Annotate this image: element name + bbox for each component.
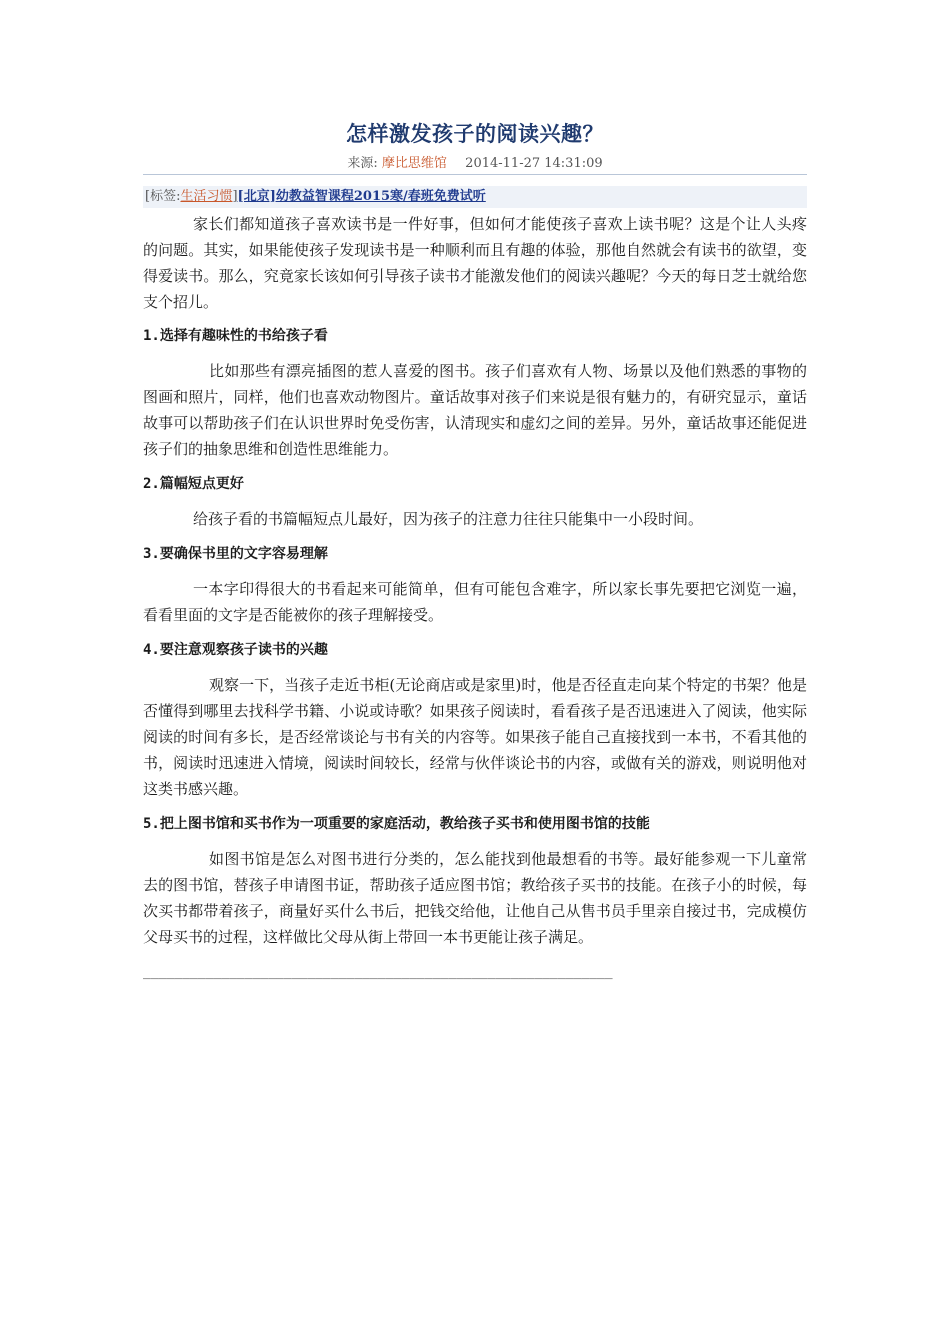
article-meta — [143, 152, 807, 171]
publish-datetime: 2014-11-27 14:31:09 — [465, 156, 603, 171]
intro-paragraph: 家长们都知道孩子喜欢读书是一件好事，但如何才能使孩子喜欢上读书呢？这是个让人头疼的问题。其实，如果能使孩子发现读书是一种顺利而且有趣的体验，那他自然就会有读书的欲望，变得爱读书。那么，究竟家长该如何引导孩子读书才能激发他们的阅读兴趣呢？今天的每日芝士就给您支个招儿。 — [143, 215, 807, 311]
section-paragraph: 比如那些有漂亮插图的惹人喜爱的图书。孩子们喜欢有人物、场景以及他们熟悉的事物的图画和照片，同样，他们也喜欢动物图片。童话故事对孩子们来说是很有魅力的，有研究显示，童话故事可以帮助孩子们在认识世界时免受伤害，认清现实和虚幻之间的差异。另外，童话故事还能促进孩子们的抽象思维和创造性思维能力。 — [143, 362, 807, 458]
source-name: 摩比思维馆 — [381, 156, 447, 171]
section-heading: 3.要确保书里的文字容易理解 — [143, 546, 328, 562]
section-heading: 4.要注意观察孩子读书的兴趣 — [143, 642, 328, 658]
section-heading: 2.篇幅短点更好 — [143, 476, 244, 492]
article-body — [143, 211, 807, 986]
source-label: 来源: — [347, 156, 378, 171]
tag-prefix: [标签: — [145, 189, 181, 204]
end-separator-line: ____________________________________________________________ — [143, 965, 613, 980]
section-paragraph: 观察一下，当孩子走近书柜(无论商店或是家里)时，他是否径直走向某个特定的书架？他是否懂得到哪里去找科学书籍、小说或诗歌？如果孩子阅读时，看看孩子是否迅速进入了阅读，他实际阅读的时间有多长，是否经常谈论与书有关的内容等。如果孩子能自己直接找到一本书，不看其他的书，阅读时迅速进入情境，阅读时间较长，经常与伙伴谈论书的内容，或做有关的游戏，则说明他对这类书感兴趣。 — [143, 676, 807, 798]
tag-link[interactable]: 生活习惯 — [180, 189, 233, 204]
section-heading: 5.把上图书馆和买书作为一项重要的家庭活动，教给孩子买书和使用图书馆的技能 — [143, 816, 650, 832]
header-divider — [143, 174, 807, 175]
article-title: 怎样激发孩子的阅读兴趣？ — [346, 121, 604, 146]
section-heading: 1.选择有趣味性的书给孩子看 — [143, 328, 328, 344]
tag-suffix: ] — [232, 189, 238, 204]
promo-link[interactable]: [北京]幼教益智课程2015寒/春班免费试听 — [237, 189, 486, 204]
section-paragraph: 一本字印得很大的书看起来可能简单，但有可能包含难字，所以家长事先要把它浏览一遍，看看里面的文字是否能被你的孩子理解接受。 — [143, 580, 807, 624]
section-paragraph: 给孩子看的书篇幅短点儿最好，因为孩子的注意力往往只能集中一小段时间。 — [193, 510, 704, 528]
section-paragraph: 如图书馆是怎么对图书进行分类的，怎么能找到他最想看的书等。最好能参观一下儿童常去的图书馆，替孩子申请图书证，帮助孩子适应图书馆；教给孩子买书的技能。在孩子小的时候，每次买书都带着孩子，商量好买什么书后，把钱交给他，让他自己从售书员手里亲自接过书，完成模仿父母买书的过程，这样做比父母从街上带回一本书更能让孩子满足。 — [143, 850, 807, 946]
tag-bar — [143, 186, 807, 208]
